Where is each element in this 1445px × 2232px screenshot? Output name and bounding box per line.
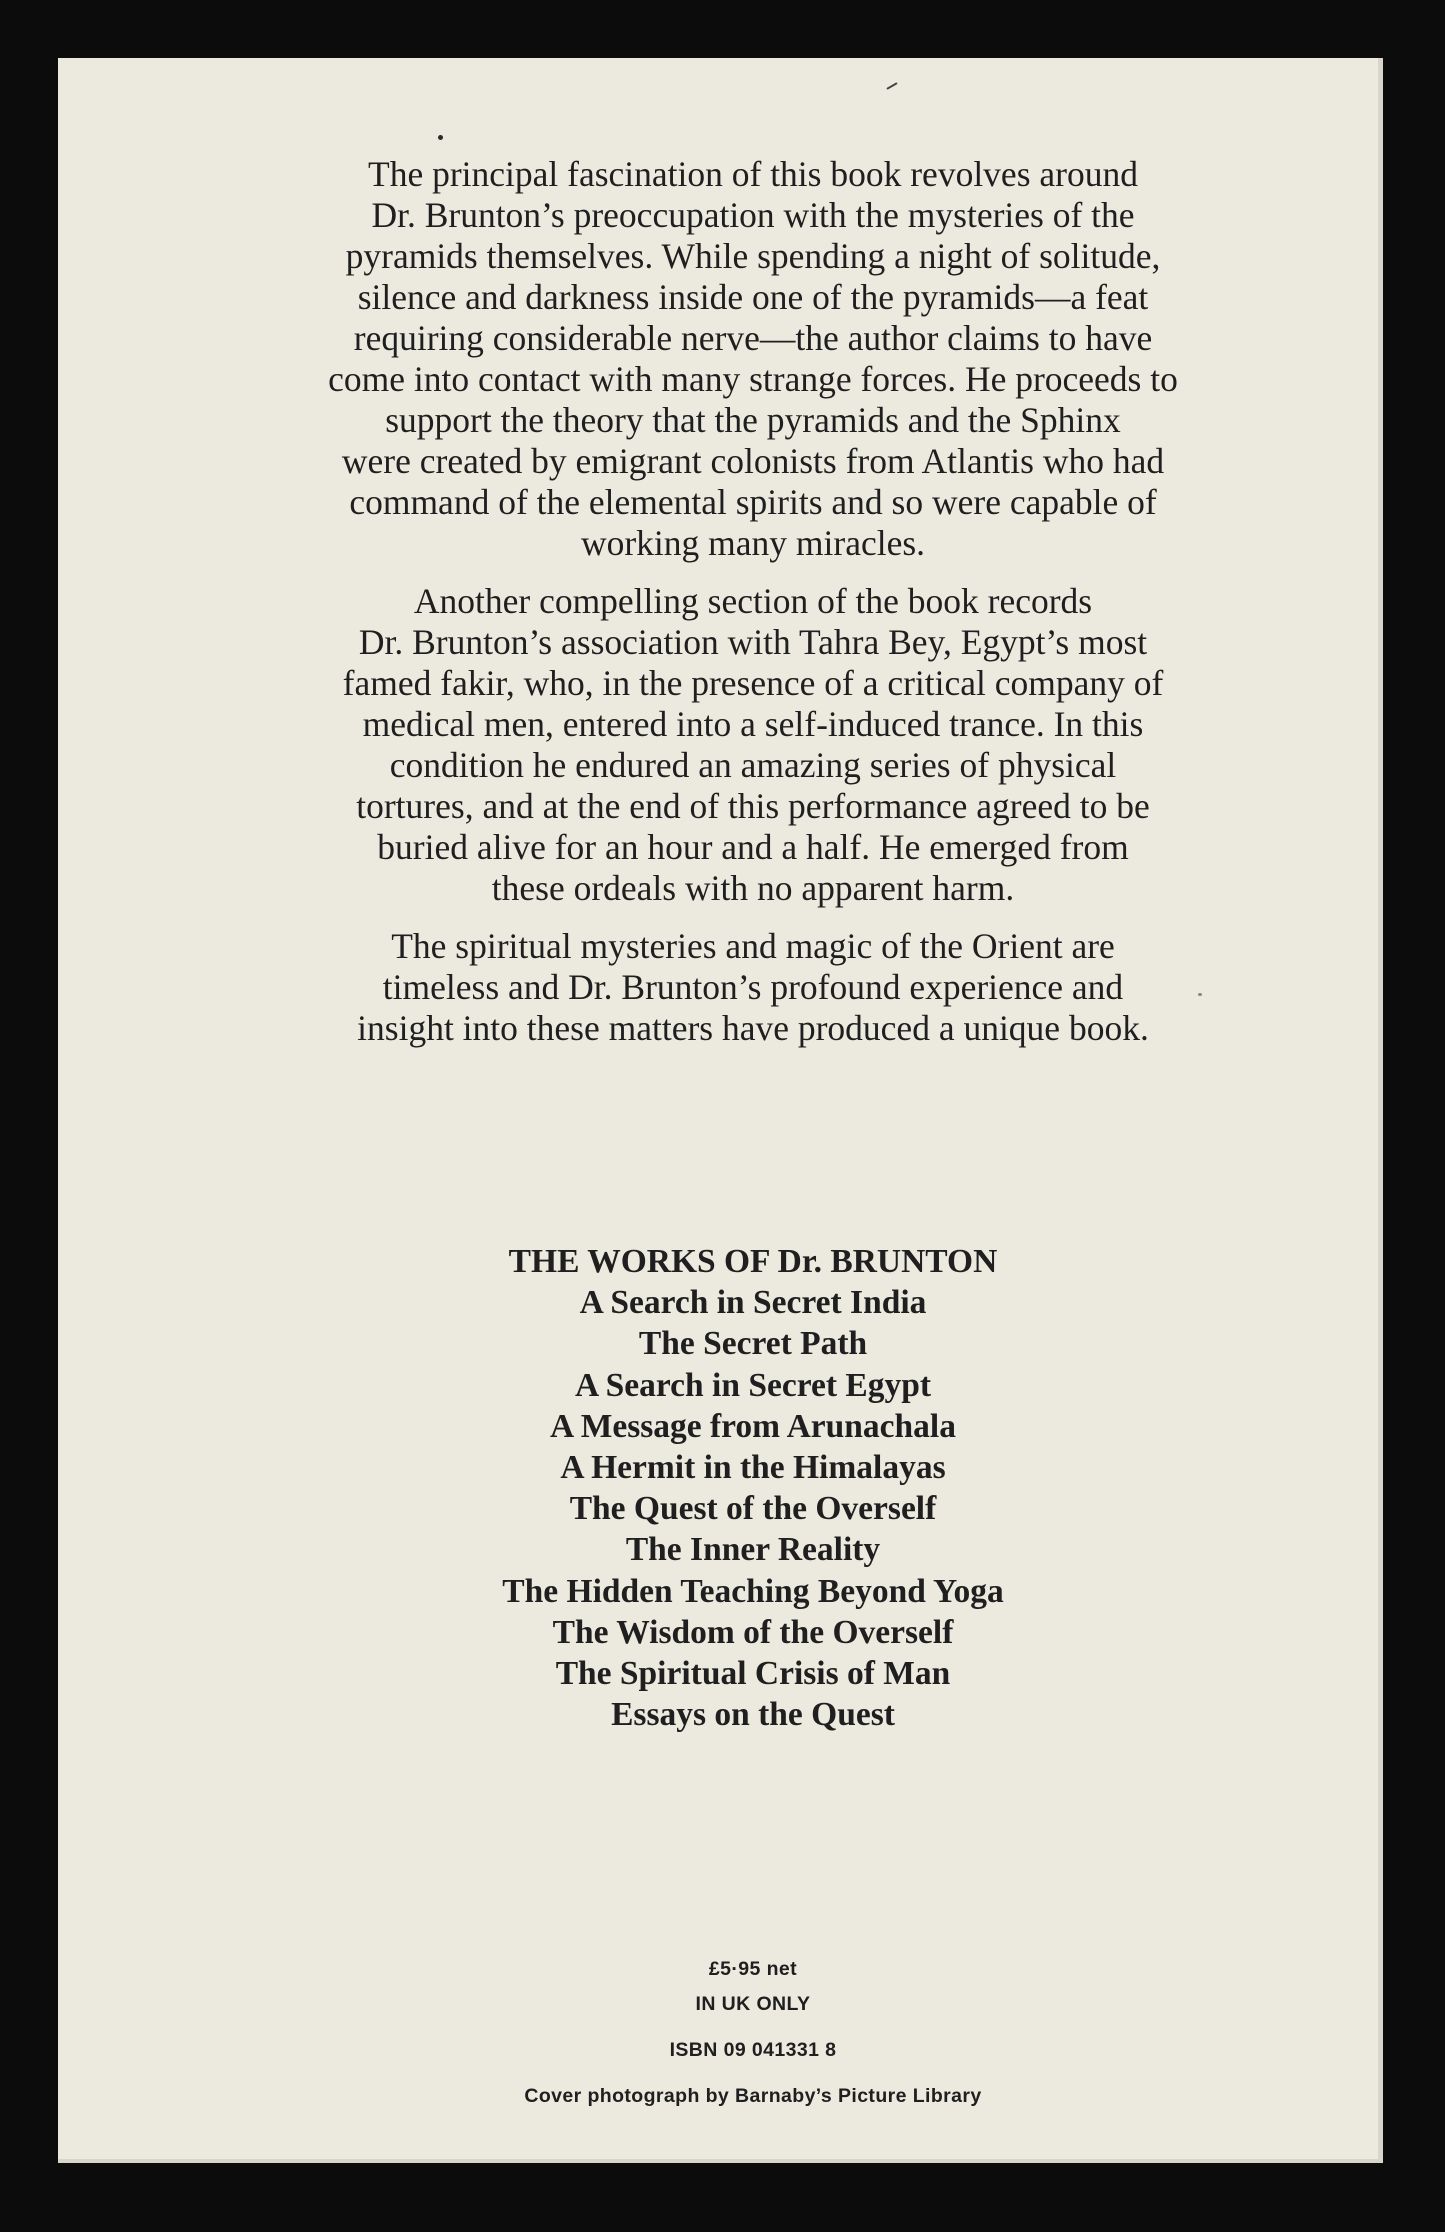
works-title: A Message from Arunachala [549, 1407, 956, 1445]
blurb-paragraph-1 [178, 154, 1328, 564]
blurb-line: Another compelling section of the book records [413, 581, 1093, 621]
price-label: £5·95 net [708, 1958, 798, 1980]
cover-credit: Cover photograph by Barnaby’s Picture Library [524, 2085, 982, 2107]
blurb-line: condition he endured an amazing series of physical [389, 745, 1117, 785]
book-blurb [178, 154, 1328, 1066]
blurb-line: pyramids themselves. While spending a night of solitude, [345, 236, 1161, 276]
blurb-line: silence and darkness inside one of the pyramids—a feat [357, 277, 1149, 317]
blurb-line: Dr. Brunton’s association with Tahra Bey, Egypt’s most [358, 622, 1148, 662]
blurb-line: timeless and Dr. Brunton’s profound experience and [382, 967, 1124, 1007]
blurb-line: Dr. Brunton’s preoccupation with the mysteries of the [371, 195, 1135, 235]
blurb-line: working many miracles. [580, 523, 926, 563]
blurb-line: insight into these matters have produced a unique book. [357, 1008, 1149, 1048]
works-title: A Hermit in the Himalayas [560, 1449, 946, 1487]
works-title: The Inner Reality [625, 1531, 881, 1569]
blurb-line: come into contact with many strange forces. He proceeds to [328, 359, 1178, 399]
blurb-line: buried alive for an hour and a half. He emerged from [377, 827, 1129, 867]
blurb-line: were created by emigrant colonists from Atlantis who had [341, 441, 1165, 481]
works-title: The Secret Path [638, 1325, 868, 1363]
works-title: A Search in Secret India [579, 1284, 927, 1322]
blurb-line: support the theory that the pyramids and the Sphinx [385, 400, 1121, 440]
blurb-line: requiring considerable nerve—the author claims to have [353, 318, 1153, 358]
works-title: A Search in Secret Egypt [574, 1366, 932, 1404]
blurb-line: command of the elemental spirits and so were capable of [349, 482, 1157, 522]
blurb-paragraph-2 [178, 581, 1328, 909]
blurb-line: The spiritual mysteries and magic of the Orient are [391, 926, 1115, 966]
back-cover [58, 58, 1383, 2163]
works-title: The Hidden Teaching Beyond Yoga [502, 1572, 1004, 1610]
region-label: IN UK ONLY [695, 1993, 811, 2015]
works-title: The Spiritual Crisis of Man [555, 1655, 951, 1693]
ink-speck-1 [438, 135, 443, 140]
works-heading: THE WORKS OF Dr. BRUNTON [508, 1243, 998, 1280]
works-title: The Quest of the Overself [569, 1490, 937, 1528]
works-title: Essays on the Quest [611, 1696, 895, 1734]
blurb-line: The principal fascination of this book revolves around [368, 154, 1138, 194]
ink-speck-2 [886, 82, 897, 90]
blurb-line: these ordeals with no apparent harm. [491, 868, 1015, 908]
works-list [178, 1241, 1328, 1735]
blurb-paragraph-3 [178, 926, 1328, 1049]
works-title: The Wisdom of the Overself [552, 1613, 954, 1651]
blurb-line: medical men, entered into a self-induced trance. In this [362, 704, 1144, 744]
isbn-label: ISBN 09 041331 8 [669, 2039, 837, 2061]
blurb-line: tortures, and at the end of this performance agreed to be [356, 786, 1150, 826]
blurb-line: famed fakir, who, in the presence of a critical company of [342, 663, 1164, 703]
